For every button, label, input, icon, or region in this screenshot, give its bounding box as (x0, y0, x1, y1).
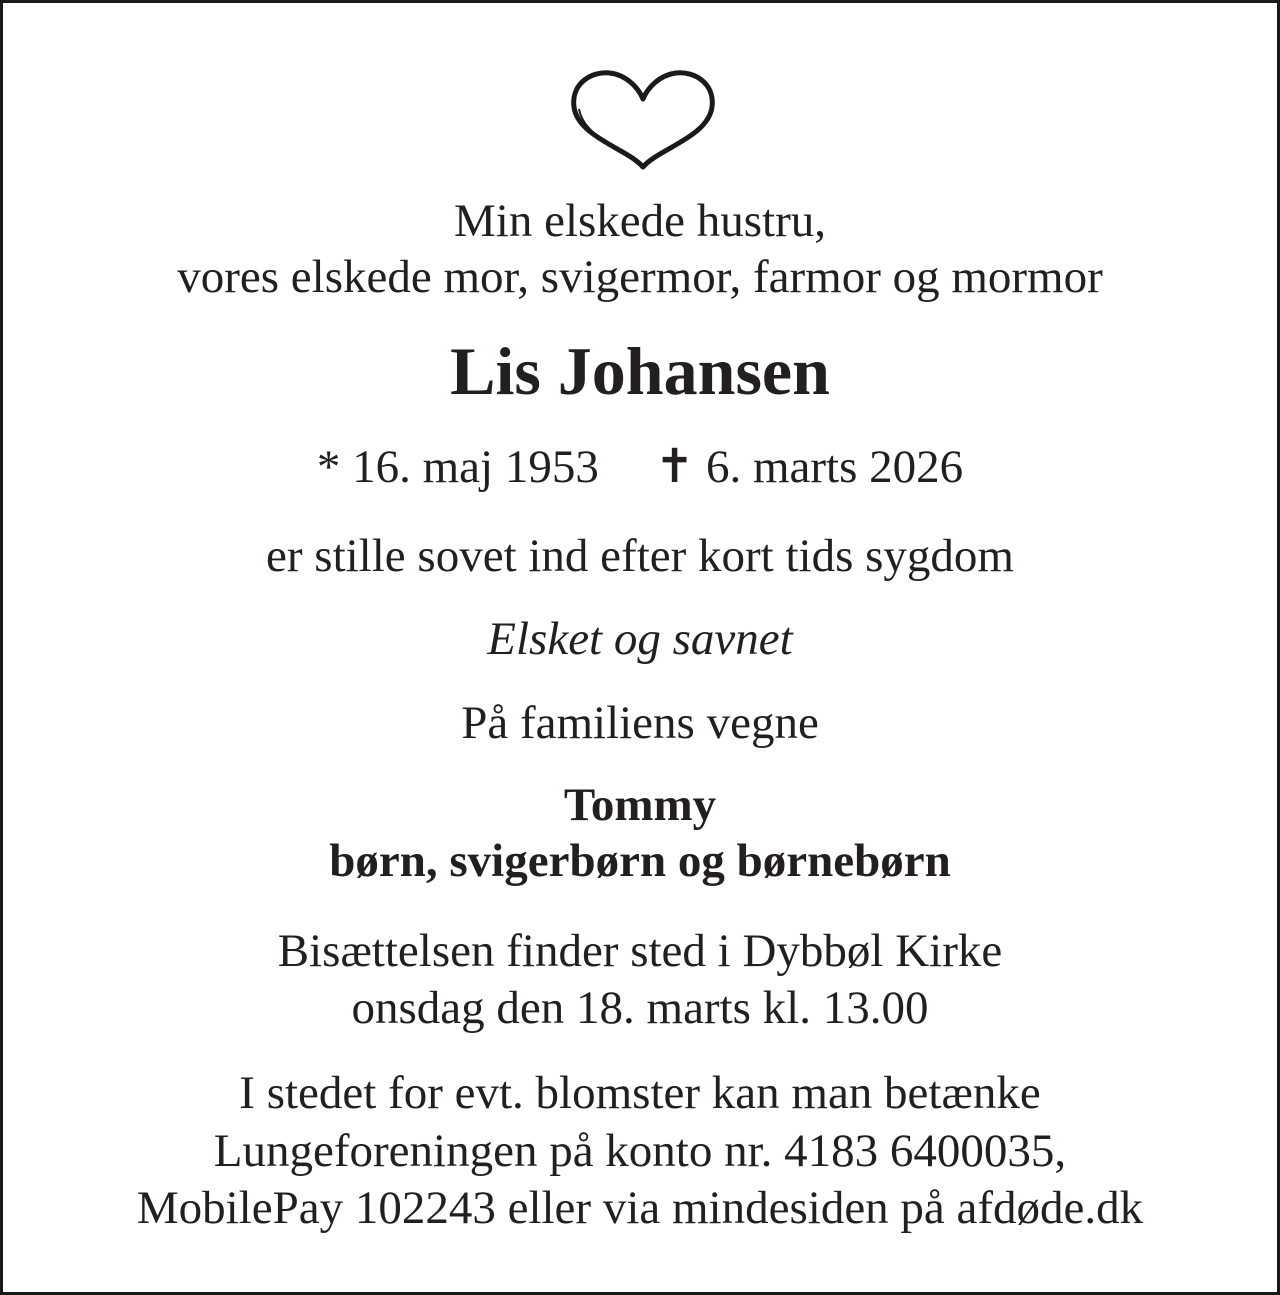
birth-date: * 16. maj 1953 (316, 441, 599, 493)
death-date: ✝ 6. marts 2026 (654, 441, 964, 493)
life-dates (3, 439, 1277, 495)
tagline: Elsket og savnet (487, 613, 793, 665)
donation-line-1: I stedet for evt. blomster kan man betænke (239, 1067, 1041, 1119)
passing-text: er stille sovet ind efter kort tids sygdom (266, 530, 1014, 582)
funeral-line-1: Bisættelsen finder sted i Dybbøl Kirke (277, 925, 1003, 977)
donation-line-3: MobilePay 102243 eller via mindesiden på afdøde.dk (136, 1182, 1144, 1234)
on-behalf-text: På familiens vegne (461, 697, 819, 749)
intro-line-2: vores elskede mor, svigermor, farmor og mormor (177, 251, 1103, 303)
family-line-2: børn, svigerbørn og børnebørn (329, 835, 951, 887)
family-line-1: Tommy (563, 779, 717, 831)
heart-outline-icon (570, 67, 716, 171)
deceased-name: Lis Johansen (450, 333, 830, 409)
donation-line-2: Lungeforeningen på konto nr. 4183 6400035, (213, 1125, 1067, 1177)
intro-line-1: Min elskede hustru, (453, 195, 827, 247)
funeral-line-2: onsdag den 18. marts kl. 13.00 (351, 982, 929, 1034)
